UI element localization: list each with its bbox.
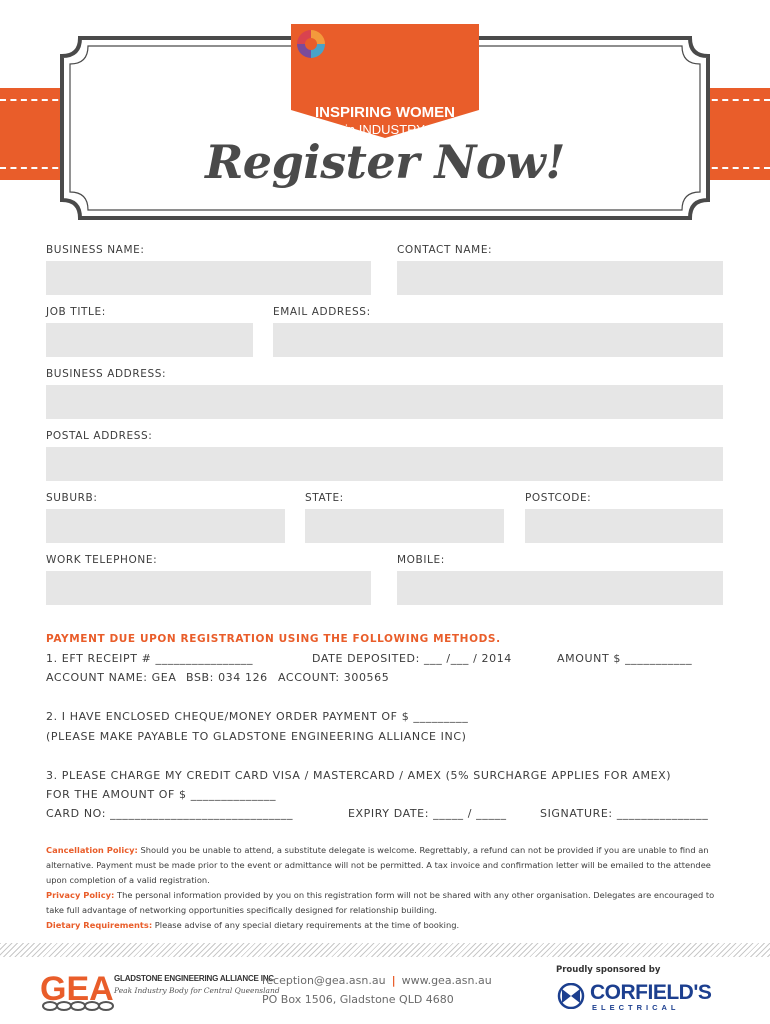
state-field[interactable] — [305, 509, 504, 543]
page-title: Register Now! — [205, 135, 565, 189]
credit-amount-line[interactable]: FOR THE AMOUNT OF $ ______________ — [46, 788, 277, 801]
expiry-date-line[interactable]: EXPIRY DATE: _____ / _____ — [348, 807, 507, 820]
email-link[interactable]: reception@gea.asn.au — [262, 974, 386, 987]
bsb-number: BSB: 034 126 — [186, 671, 268, 684]
job-title-field[interactable] — [46, 323, 253, 357]
cheque-line[interactable]: 2. I HAVE ENCLOSED CHEQUE/MONEY ORDER PAYMENT OF $ _________ — [46, 710, 469, 723]
dietary-requirements — [46, 918, 726, 933]
cancellation-policy — [46, 843, 726, 888]
work-telephone-label: WORK TELEPHONE: — [46, 554, 158, 566]
badge-subtitle: in INDUSTRY — [345, 122, 425, 137]
email-field[interactable] — [273, 323, 723, 357]
sponsored-by-label: Proudly sponsored by — [556, 965, 661, 975]
card-number-line[interactable]: CARD NO: ______________________________ — [46, 807, 294, 820]
event-badge — [291, 24, 479, 138]
cancellation-policy-text: Should you be unable to attend, a substitute delegate is welcome. Regrettably, a refund can not be provided if you are unable to find an alternative. Payment must be made prior to the event or admittance will not be permitted. A tax invoice and confirmation letter will be emailed to the attendee upon completion of a valid registration. — [46, 845, 711, 885]
credit-card-line: 3. PLEASE CHARGE MY CREDIT CARD VISA / MASTERCARD / AMEX (5% SURCHARGE APPLIES FOR AMEX) — [46, 769, 672, 782]
contact-name-field[interactable] — [397, 261, 723, 295]
gea-tagline: Peak Industry Body for Central Queensland — [114, 986, 280, 995]
corfields-logo-icon — [556, 983, 586, 1009]
payment-heading: PAYMENT DUE UPON REGISTRATION USING THE FOLLOWING METHODS. — [46, 633, 501, 645]
postal-address-field[interactable] — [46, 447, 723, 481]
dietary-requirements-label: Dietary Requirements: — [46, 920, 153, 930]
cheque-payable-note: (PLEASE MAKE PAYABLE TO GLADSTONE ENGINEERING ALLIANCE INC) — [46, 730, 467, 743]
amount-line[interactable]: AMOUNT $ ___________ — [557, 652, 693, 665]
cancellation-policy-label: Cancellation Policy: — [46, 845, 138, 855]
business-address-field[interactable] — [46, 385, 723, 419]
account-name: ACCOUNT NAME: GEA — [46, 671, 177, 684]
gea-logo — [40, 968, 116, 1014]
state-label: STATE: — [305, 492, 344, 504]
website-link[interactable]: www.gea.asn.au — [401, 974, 492, 987]
gea-letters: GEA — [40, 970, 114, 1008]
business-address-label: BUSINESS ADDRESS: — [46, 368, 167, 380]
privacy-policy-text: The personal information provided by you on this registration form will not be shared with any other organisation. Delegates are encouraged to take full advantage of networking opportunities specifically designed for relationship building. — [46, 890, 715, 915]
suburb-label: SUBURB: — [46, 492, 98, 504]
postal-address: PO Box 1506, Gladstone QLD 4680 — [262, 993, 454, 1006]
privacy-policy — [46, 888, 726, 918]
mobile-field[interactable] — [397, 571, 723, 605]
business-name-label: BUSINESS NAME: — [46, 244, 145, 256]
iwi-logo-icon — [291, 24, 331, 64]
business-name-field[interactable] — [46, 261, 371, 295]
job-title-label: JOB TITLE: — [46, 306, 106, 318]
sponsor-name: CORFIELD'S — [590, 981, 712, 1004]
sponsor-subtitle: ELECTRICAL — [592, 1003, 680, 1012]
badge-title: INSPIRING WOMEN — [314, 104, 455, 121]
contact-line — [262, 974, 492, 987]
footer-divider — [0, 943, 770, 957]
eft-receipt-line[interactable]: 1. EFT RECEIPT # ________________ — [46, 652, 254, 665]
mobile-label: MOBILE: — [397, 554, 445, 566]
signature-line[interactable]: SIGNATURE: _______________ — [540, 807, 709, 820]
postcode-field[interactable] — [525, 509, 723, 543]
contact-name-label: CONTACT NAME: — [397, 244, 493, 256]
privacy-policy-label: Privacy Policy: — [46, 890, 115, 900]
contact-separator: | — [391, 974, 396, 987]
gea-name: GLADSTONE ENGINEERING ALLIANCE INC — [114, 974, 274, 983]
date-deposited-line[interactable]: DATE DEPOSITED: ___ /___ / 2014 — [312, 652, 512, 665]
dietary-requirements-text: Please advise of any special dietary requirements at the time of booking. — [152, 920, 460, 930]
work-telephone-field[interactable] — [46, 571, 371, 605]
postcode-label: POSTCODE: — [525, 492, 592, 504]
postal-address-label: POSTAL ADDRESS: — [46, 430, 153, 442]
account-number: ACCOUNT: 300565 — [278, 671, 390, 684]
suburb-field[interactable] — [46, 509, 285, 543]
email-label: EMAIL ADDRESS: — [273, 306, 371, 318]
